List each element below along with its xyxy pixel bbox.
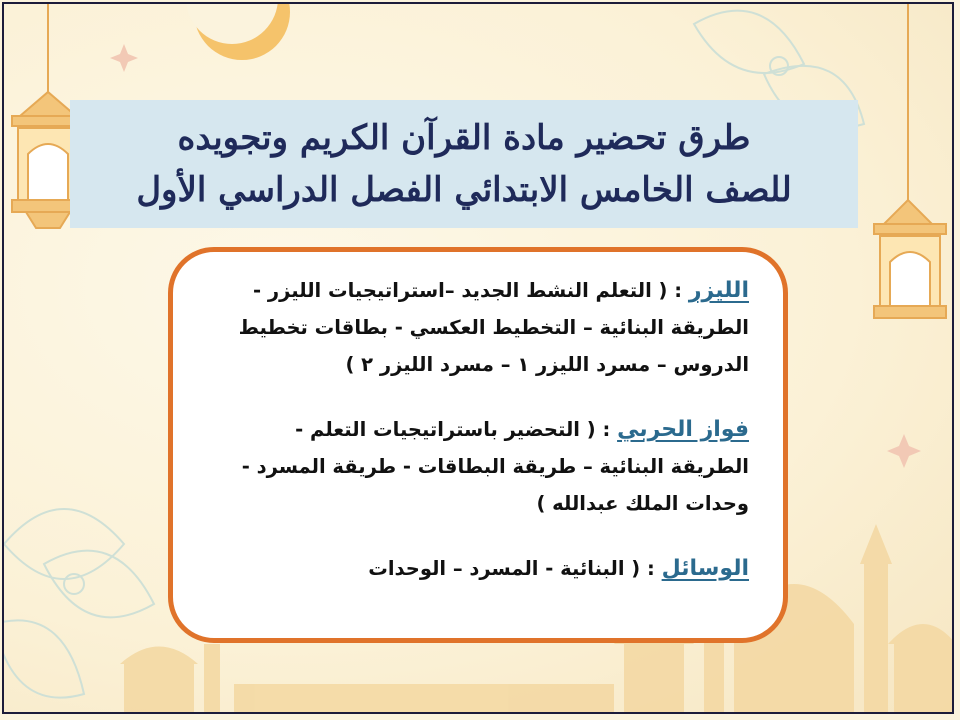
crescent-moon-icon	[186, 4, 290, 60]
section-label: الوسائل	[661, 556, 749, 581]
section-text: ( البنائية - المسرد – الوحدات	[368, 557, 641, 580]
section-label: فواز الحربي	[617, 417, 749, 442]
section-colon: :	[595, 418, 618, 441]
title-line-2: للصف الخامس الابتدائي الفصل الدراسي الأول	[136, 170, 792, 210]
lantern-icon-right	[874, 4, 946, 318]
section-tools-line-1	[193, 550, 749, 587]
section-laser-line-2: الطريقة البنائية – التخطيط العكسي - بطاقات تخطيط	[238, 316, 749, 339]
section-laser	[193, 272, 749, 383]
section-fawaz-line-3: وحدات الملك عبدالله )	[536, 492, 749, 515]
section-laser-line-3: الدروس – مسرد الليزر ١ – مسرد الليزر ٢ )	[345, 353, 749, 376]
section-fawaz-line-2: الطريقة البنائية – طريقة البطاقات - طريقة المسرد -	[241, 455, 749, 478]
slide	[2, 2, 954, 714]
section-tools	[193, 550, 749, 587]
title-line-1: طرق تحضير مادة القرآن الكريم وتجويده	[177, 118, 751, 158]
title-banner	[70, 100, 858, 228]
section-text: ( التحضير باستراتيجيات التعلم -	[295, 418, 596, 441]
section-fawaz	[193, 411, 749, 522]
section-label: الليزر	[688, 278, 749, 303]
section-fawaz-line-1	[193, 411, 749, 448]
section-text: ( التعلم النشط الجديد –استراتيجيات الليزر -	[253, 279, 668, 302]
section-laser-line-1	[193, 272, 749, 309]
section-colon: :	[667, 279, 689, 302]
content-panel	[168, 247, 788, 643]
section-colon: :	[640, 557, 662, 580]
